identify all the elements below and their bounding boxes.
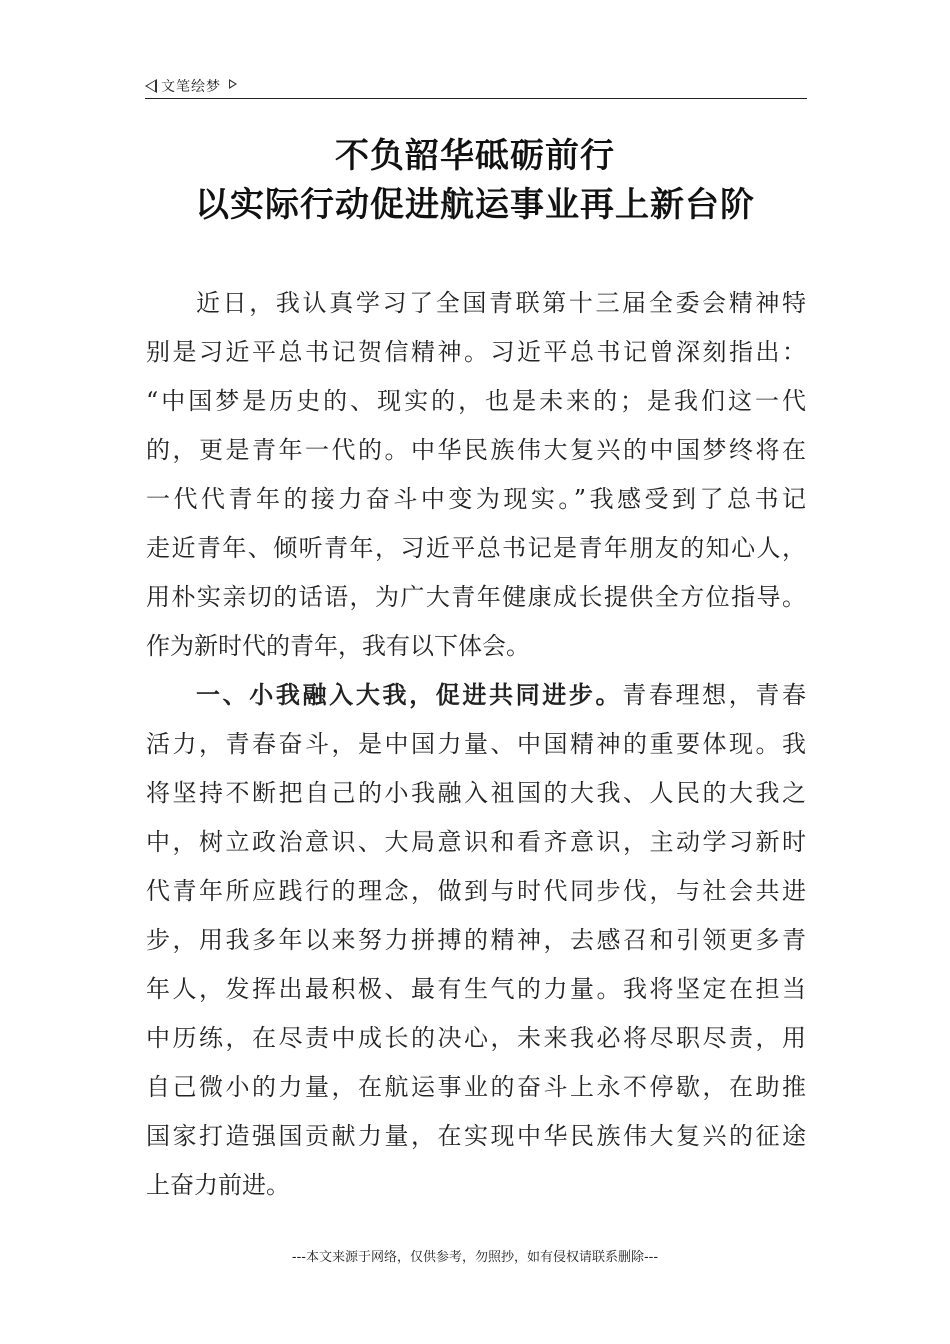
paragraph-1-line: 作为新时代的青年，我有以下体会。 (146, 632, 530, 660)
paragraph-2-line: 将坚持不断把自己的小我融入祖国的大我、人民的大我之 (146, 779, 806, 807)
paragraph-1-line: 走近青年、倾听青年，习近平总书记是青年朋友的知心人， (146, 534, 806, 562)
title-line-1: 不负韶华砥砺前行 (335, 136, 615, 176)
paragraph-2-line: 自己微小的力量，在航运事业的奋斗上永不停歇，在助推 (146, 1073, 806, 1101)
title-line-2: 以实际行动促进航运事业再上新台阶 (195, 185, 755, 225)
paragraph-1-line: 的，更是青年一代的。中华民族伟大复兴的中国梦终将在 (146, 436, 806, 464)
document-body (146, 279, 806, 1210)
footer-disclaimer: ---本文来源于网络，仅供参考，勿照抄，如有侵权请联系删除--- (291, 1250, 659, 1265)
header-brand: 文笔绘梦 (161, 79, 221, 95)
paragraph-2-line: 年人，发挥出最积极、最有生气的力量。我将坚定在担当 (146, 975, 806, 1003)
paragraph-2-line: 步，用我多年以来努力拼搏的精神，去感召和引领更多青 (146, 926, 806, 954)
triangle-right-icon (229, 79, 237, 89)
paragraph-2-line: 中历练，在尽责中成长的决心，未来我必将尽职尽责，用 (146, 1024, 806, 1052)
paragraph-1-line: 别是习近平总书记贺信精神。习近平总书记曾深刻指出： (146, 338, 806, 366)
section-heading: 一、小我融入大我，促进共同进步。 (196, 681, 623, 709)
paragraph-2-first-line (146, 671, 806, 720)
paragraph-2-line: 国家打造强国贡献力量，在实现中华民族伟大复兴的征途 (146, 1122, 806, 1150)
paragraph-2-first-line-rest: 青春理想，青春 (622, 681, 807, 709)
paragraph-1-line: 用朴实亲切的话语，为广大青年健康成长提供全方位指导。 (146, 583, 806, 611)
paragraph-2-line: 活力，青春奋斗，是中国力量、中国精神的重要体现。我 (146, 730, 806, 758)
triangle-left-icon (145, 79, 157, 93)
paragraph-2-line: 上奋力前进。 (146, 1171, 290, 1199)
paragraph-1-line: 近日，我认真学习了全国青联第十三届全委会精神特 (196, 289, 806, 317)
paragraph-2-line: 中，树立政治意识、大局意识和看齐意识，主动学习新时 (146, 828, 806, 856)
page-header (145, 74, 807, 99)
paragraph-1-line: 一代代青年的接力奋斗中变为现实。”我感受到了总书记 (146, 485, 806, 513)
paragraph-2-line: 代青年所应践行的理念，做到与时代同步伐，与社会共进 (146, 877, 806, 905)
paragraph-1-line: “中国梦是历史的、现实的，也是未来的；是我们这一代 (146, 387, 806, 415)
